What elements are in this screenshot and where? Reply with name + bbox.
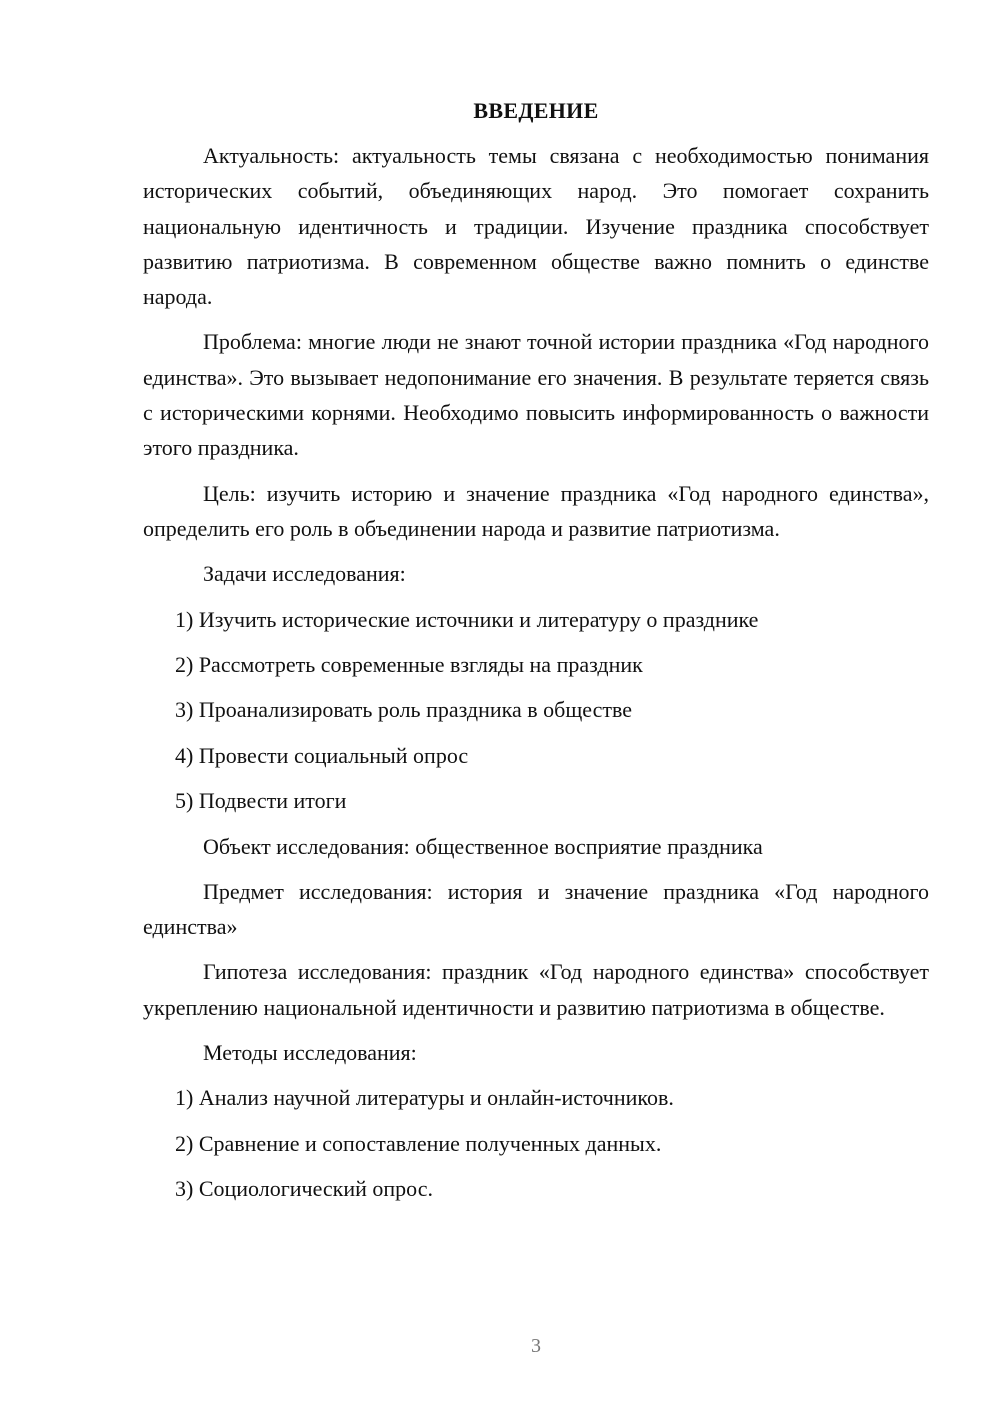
list-item: 5) Подвести итоги [175, 788, 347, 814]
document-content [143, 96, 929, 1216]
list-item: 2) Рассмотреть современные взгляды на праздник [175, 651, 643, 677]
object-paragraph: Объект исследования: общественное восприятие праздника [203, 833, 763, 859]
tasks-list [143, 602, 929, 829]
tasks-heading: Задачи исследования: [203, 561, 406, 587]
section-title: ВВЕДЕНИЕ [473, 98, 599, 123]
methods-heading: Методы исследования: [203, 1040, 417, 1065]
list-item: 2) Сравнение и сопоставление полученных данных. [175, 1130, 662, 1156]
relevance-paragraph: Актуальность: актуальность темы связана с необходимостью понимания исторических событий, объединяющих народ. Это помогает сохранить национальную идентичность и традиции. Изучение праздника способствует развитию патриотизма. В современном обществе важно помнить о единстве народа. [143, 143, 929, 310]
list-item: 3) Проанализировать роль праздника в обществе [175, 697, 633, 723]
page-number: 3 [531, 1335, 541, 1357]
list-item: 1) Изучить исторические источники и литературу о празднике [175, 606, 759, 632]
list-item: 4) Провести социальный опрос [175, 742, 469, 768]
methods-list [143, 1080, 929, 1216]
list-item: 1) Анализ научной литературы и онлайн-источников. [175, 1085, 674, 1111]
goal-paragraph: Цель: изучить историю и значение праздника «Год народного единства», определить его роль в объединении народа и развитие патриотизма. [143, 480, 929, 541]
subject-paragraph: Предмет исследования: история и значение праздника «Год народного единства» [143, 878, 929, 940]
problem-paragraph: Проблема: многие люди не знают точной истории праздника «Год народного единства». Это вызывает недопонимание его значения. В результате теряется связь с историческими корнями. Необходимо повысить информированность о важности этого праздника. [143, 329, 929, 461]
list-item: 3) Социологический опрос. [175, 1176, 433, 1202]
hypothesis-paragraph: Гипотеза исследования: праздник «Год народного единства» способствует укреплению национальной идентичности и развитию патриотизма в обществе. [143, 959, 929, 1020]
